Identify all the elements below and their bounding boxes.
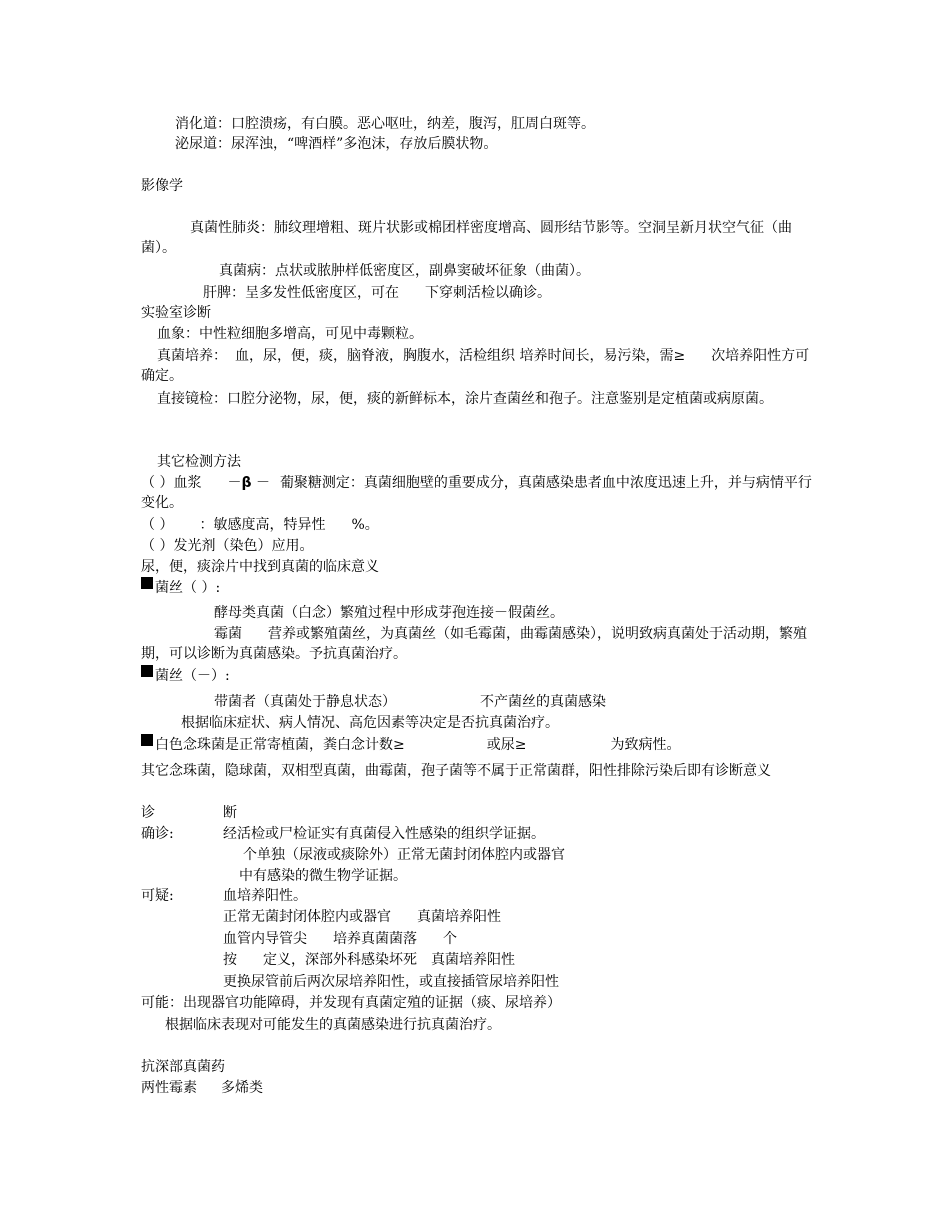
mold-text: 营养或繁殖菌丝，为真菌丝（如毛霉菌，曲霉菌感染），说明致病真菌处于活动期，繁殖期，可以诊断为真菌感染。予抗真菌治疗。	[141, 626, 807, 662]
method-1-dash: －	[227, 475, 242, 491]
drugs-heading: 抗深部真菌药	[141, 1059, 225, 1075]
suspect-line-2	[223, 907, 895, 927]
culture-end: 次培养阳性方可确定。	[141, 348, 810, 384]
pneumonia-paragraph: 真菌性肺炎：肺纹理增粗、斑片状影或棉团样密度增高、圆形结节影等。空洞呈新月状空气征（曲菌）。	[141, 220, 792, 256]
candida-a: 白色念珠菌是正常寄植菌，粪白念计数≥	[155, 737, 405, 753]
hypha-negative-label: 菌丝（－）:	[155, 668, 230, 684]
suspect-2a: 正常无菌封闭体腔内或器官	[223, 909, 391, 925]
suspect-2b: 真菌培养阳性	[417, 909, 501, 925]
smear-title: 尿，便，痰涂片中找到真菌的临床意义	[141, 559, 379, 575]
carrier-a: 带菌者（真菌处于静息状态）	[214, 694, 396, 710]
hypha-positive-heading	[141, 578, 813, 598]
method-2	[141, 515, 813, 535]
mold-paragraph	[141, 624, 813, 664]
other-methods-heading: 其它检测方法	[157, 454, 241, 470]
suspect-line-4	[223, 950, 895, 970]
bullet-square-icon	[141, 665, 153, 677]
confirm-line-1	[141, 824, 813, 844]
others-paragraph: 其它念珠菌，隐球菌，双相型真菌，曲霉菌，孢子菌等不属于正常菌群，阳性排除污染后即有诊断意义	[141, 763, 771, 779]
drug-1-b: 多烯类	[221, 1080, 263, 1096]
carrier-b: 不产菌丝的真菌感染	[480, 694, 606, 710]
confirm-label: 确诊:	[141, 826, 174, 842]
candida-b: 或尿≥	[486, 737, 527, 753]
confirm-text-1: 经活检或尸检证实有真菌侵入性感染的组织学证据。	[223, 826, 545, 842]
suspect-line-5: 更换尿管前后两次尿培养阳性，或直接插管尿培养阳性	[223, 974, 559, 990]
diagnosis-heading	[141, 803, 813, 823]
suspect-4a: 按	[223, 952, 237, 968]
method-2-a: （ ）	[141, 517, 174, 533]
imaging-heading: 影像学	[141, 178, 183, 194]
lab-heading: 实验室诊断	[141, 305, 211, 321]
bullet-square-icon	[141, 577, 153, 589]
bullet-square-icon	[141, 734, 153, 746]
suspect-4c: 真菌培养阳性	[431, 952, 515, 968]
suspect-text-1: 血培养阳性。	[223, 888, 307, 904]
confirm-line-2: 个单独（尿液或痰除外）正常无菌封闭体腔内或器官	[243, 847, 565, 863]
method-2-b: ：敏感度高，特异性	[199, 517, 326, 533]
decide-line: 根据临床症状、病人情况、高危因素等决定是否抗真菌治疗。	[181, 715, 559, 731]
method-2-c: %。	[351, 517, 379, 533]
suspect-3b: 培养真菌菌落	[333, 931, 417, 947]
carrier-line	[214, 692, 886, 712]
yeast-line: 酵母类真菌（白念）繁殖过程中形成芽孢连接－假菌丝。	[214, 605, 564, 621]
hypha-positive-label: 菌丝（ ）:	[155, 580, 221, 596]
possible-line: 可能：出现器官功能障碍，并发现有真菌定殖的证据（痰、尿培养）	[141, 995, 561, 1011]
liver-text-a: 肝脾：呈多发性低密度区，可在	[203, 285, 399, 301]
drug-line-1	[141, 1078, 813, 1098]
suspect-line-3	[223, 929, 895, 949]
microscopy-paragraph: 直接镜检：口腔分泌物，尿，便，痰的新鲜标本，涂片查菌丝和孢子。注意鉴别是定植菌或病原菌。	[157, 391, 773, 407]
method-1-dash2: －	[255, 475, 270, 491]
candida-line	[141, 735, 813, 755]
digestive-line: 消化道：口腔溃疡，有白膜。恶心呕吐，纳差，腹泻，肛周白斑等。	[175, 116, 595, 132]
culture-text: 血，尿，便，痰，脑脊液，胸腹水，活检组织 培养时间长，易污染，需≥	[235, 348, 686, 364]
diagnosis-char-2: 断	[223, 805, 237, 821]
urinary-line: 泌尿道：尿浑浊，“啤酒样”多泡沫，存放后膜状物。	[175, 136, 498, 152]
culture-label: 真菌培养：	[157, 348, 227, 364]
possible-line-2: 根据临床表现对可能发生的真菌感染进行抗真菌治疗。	[165, 1017, 501, 1033]
blood-line: 血象：中性粒细胞多增高，可见中毒颗粒。	[157, 326, 423, 342]
culture-paragraph	[141, 346, 813, 386]
suspect-line-1	[141, 886, 813, 906]
method-3: （ ）发光剂（染色）应用。	[141, 538, 314, 554]
drug-1-a: 两性霉素	[141, 1080, 197, 1096]
confirm-line-3: 中有感染的微生物学证据。	[239, 868, 407, 884]
hypha-negative-heading	[141, 666, 813, 686]
method-1-a: （ ）血浆	[141, 475, 202, 491]
mold-label: 霉菌	[214, 626, 242, 642]
sinus-line: 真菌病：点状或脓肿样低密度区，副鼻窦破坏征象（曲菌）。	[219, 263, 590, 279]
method-1-b: 葡聚糖测定：真菌细胞壁的重要成分，真菌感染患者血中浓度迅速上升，并与病情平行变化。	[141, 475, 812, 511]
liver-text-b: 下穿刺活检以确诊。	[425, 285, 551, 301]
suspect-3a: 血管内导管尖	[223, 931, 307, 947]
method-1-beta: β	[241, 475, 252, 491]
liver-line	[203, 283, 875, 303]
diagnosis-char-1: 诊	[141, 805, 155, 821]
suspect-3c: 个	[443, 931, 457, 947]
suspect-4b: 定义，深部外科感染坏死	[263, 952, 417, 968]
method-1	[141, 473, 813, 513]
candida-c: 为致病性。	[610, 737, 681, 753]
suspect-label: 可疑:	[141, 888, 174, 904]
